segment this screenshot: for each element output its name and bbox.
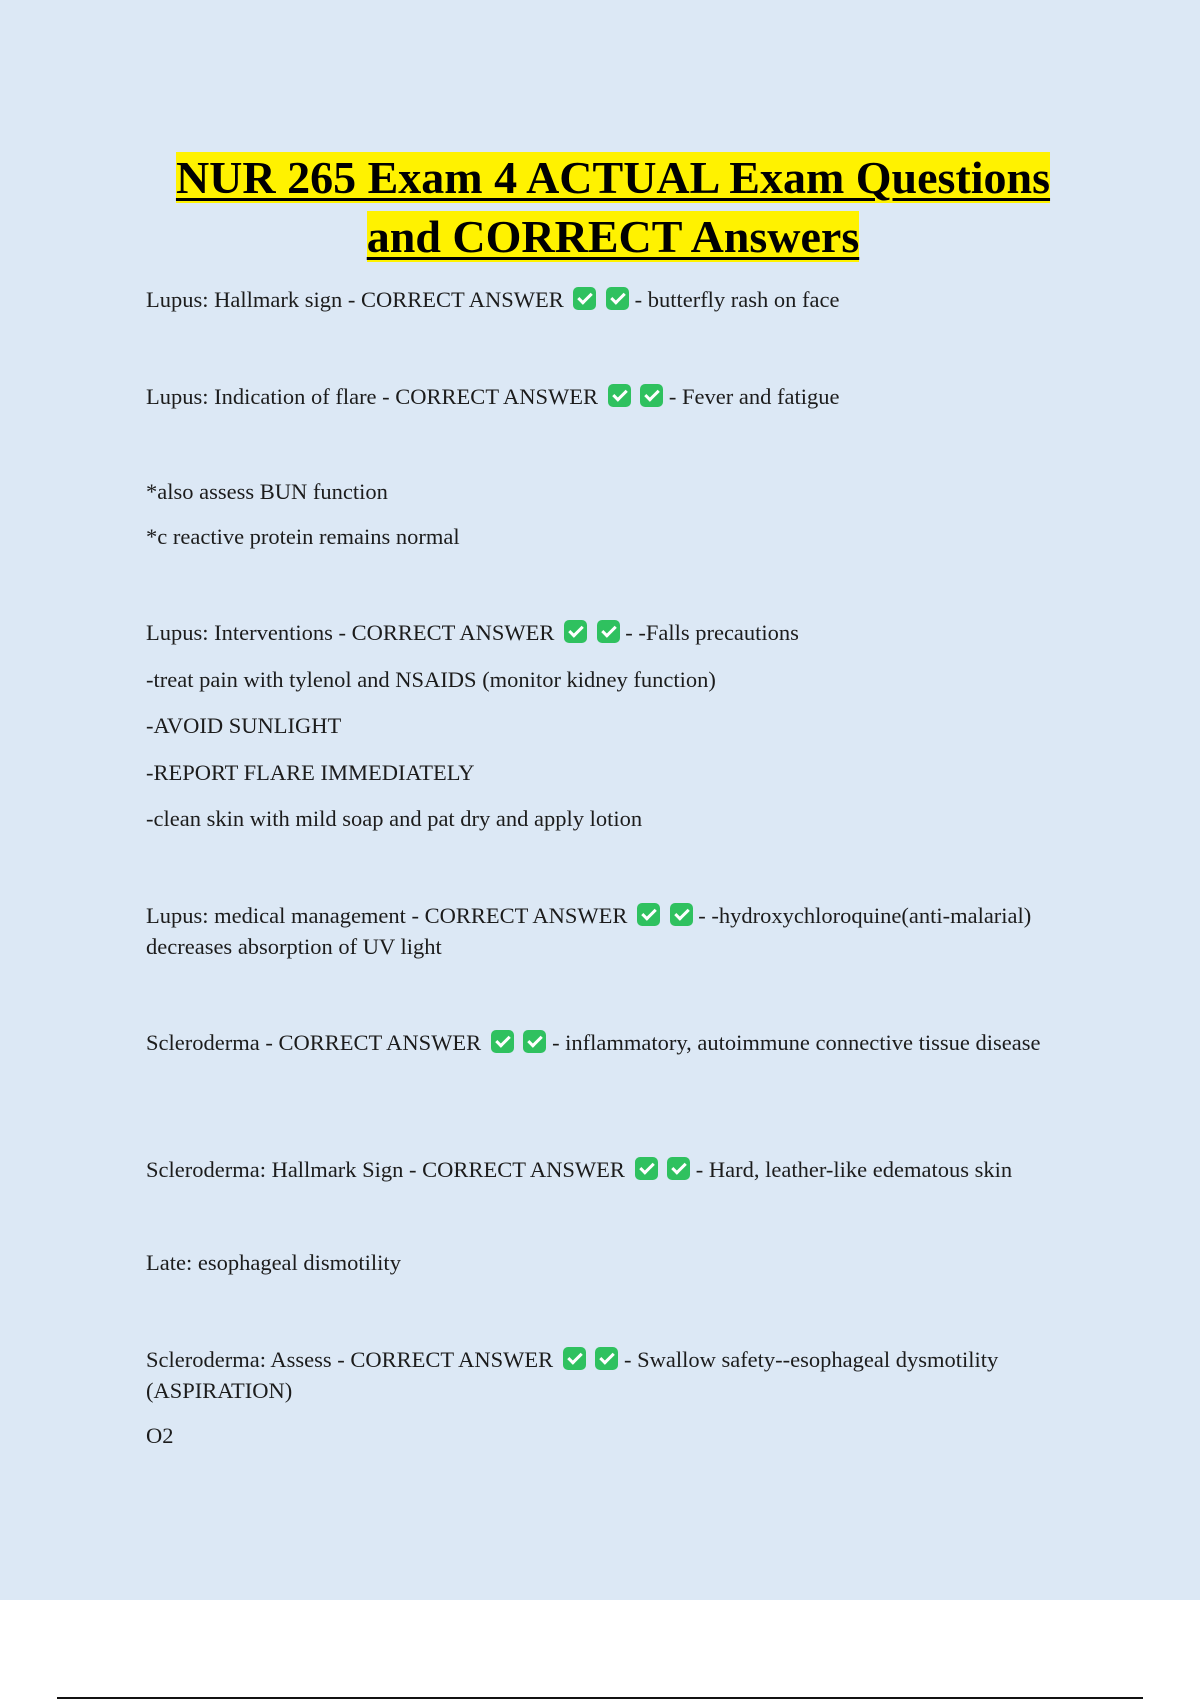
answer-text: - -hydroxychloroquine(anti-malarial) decreases absorption of UV light bbox=[146, 903, 1032, 959]
note-line: -REPORT FLARE IMMEDIATELY bbox=[146, 760, 475, 785]
check-mark-icon bbox=[608, 384, 631, 407]
title-line-1: NUR 265 Exam 4 ACTUAL Exam Questions bbox=[175, 152, 1051, 203]
note-line: -AVOID SUNLIGHT bbox=[146, 713, 342, 738]
answer-text: - inflammatory, autoimmune connective tissue disease bbox=[552, 1030, 1041, 1055]
question-text: Lupus: Interventions - CORRECT ANSWER bbox=[146, 620, 555, 645]
note-line: -clean skin with mild soap and pat dry and apply lotion bbox=[146, 806, 643, 831]
check-mark-icon bbox=[606, 287, 629, 310]
qa-item bbox=[146, 617, 1076, 648]
check-mark-icon bbox=[564, 620, 587, 643]
note-line: Late: esophageal dismotility bbox=[146, 1250, 401, 1275]
document-title bbox=[140, 148, 1086, 266]
answer-text: - Swallow safety--esophageal dysmotility (ASPIRATION) bbox=[146, 1347, 999, 1403]
note-line: *also assess BUN function bbox=[146, 479, 388, 504]
qa-item bbox=[146, 900, 1076, 962]
check-mark-icon bbox=[523, 1030, 546, 1053]
note-line: -treat pain with tylenol and NSAIDS (monitor kidney function) bbox=[146, 667, 716, 692]
qa-item bbox=[146, 381, 1076, 412]
footer-divider bbox=[57, 1697, 1143, 1699]
question-text: Scleroderma - CORRECT ANSWER bbox=[146, 1030, 482, 1055]
qa-item bbox=[146, 1027, 1076, 1058]
check-mark-icon bbox=[640, 384, 663, 407]
note-line: *c reactive protein remains normal bbox=[146, 524, 460, 549]
answer-text: - Hard, leather-like edematous skin bbox=[695, 1157, 1013, 1182]
title-line-2: and CORRECT Answers bbox=[366, 211, 860, 262]
qa-item bbox=[146, 284, 1076, 315]
check-mark-icon bbox=[573, 287, 596, 310]
answer-text: - Fever and fatigue bbox=[668, 384, 840, 409]
check-mark-icon bbox=[595, 1347, 618, 1370]
note-line: O2 bbox=[146, 1423, 174, 1448]
check-mark-icon bbox=[667, 1157, 690, 1180]
answer-text: - butterfly rash on face bbox=[634, 287, 840, 312]
qa-item bbox=[146, 1154, 1076, 1185]
qa-item bbox=[146, 1344, 1076, 1406]
check-mark-icon bbox=[635, 1157, 658, 1180]
question-text: Scleroderma: Assess - CORRECT ANSWER bbox=[146, 1347, 554, 1372]
check-mark-icon bbox=[563, 1347, 586, 1370]
answer-text: - -Falls precautions bbox=[625, 620, 799, 645]
question-text: Lupus: medical management - CORRECT ANSWER bbox=[146, 903, 628, 928]
check-mark-icon bbox=[597, 620, 620, 643]
question-text: Lupus: Indication of flare - CORRECT ANSWER bbox=[146, 384, 599, 409]
question-text: Lupus: Hallmark sign - CORRECT ANSWER bbox=[146, 287, 564, 312]
check-mark-icon bbox=[491, 1030, 514, 1053]
check-mark-icon bbox=[670, 903, 693, 926]
question-text: Scleroderma: Hallmark Sign - CORRECT ANSWER bbox=[146, 1157, 625, 1182]
check-mark-icon bbox=[637, 903, 660, 926]
